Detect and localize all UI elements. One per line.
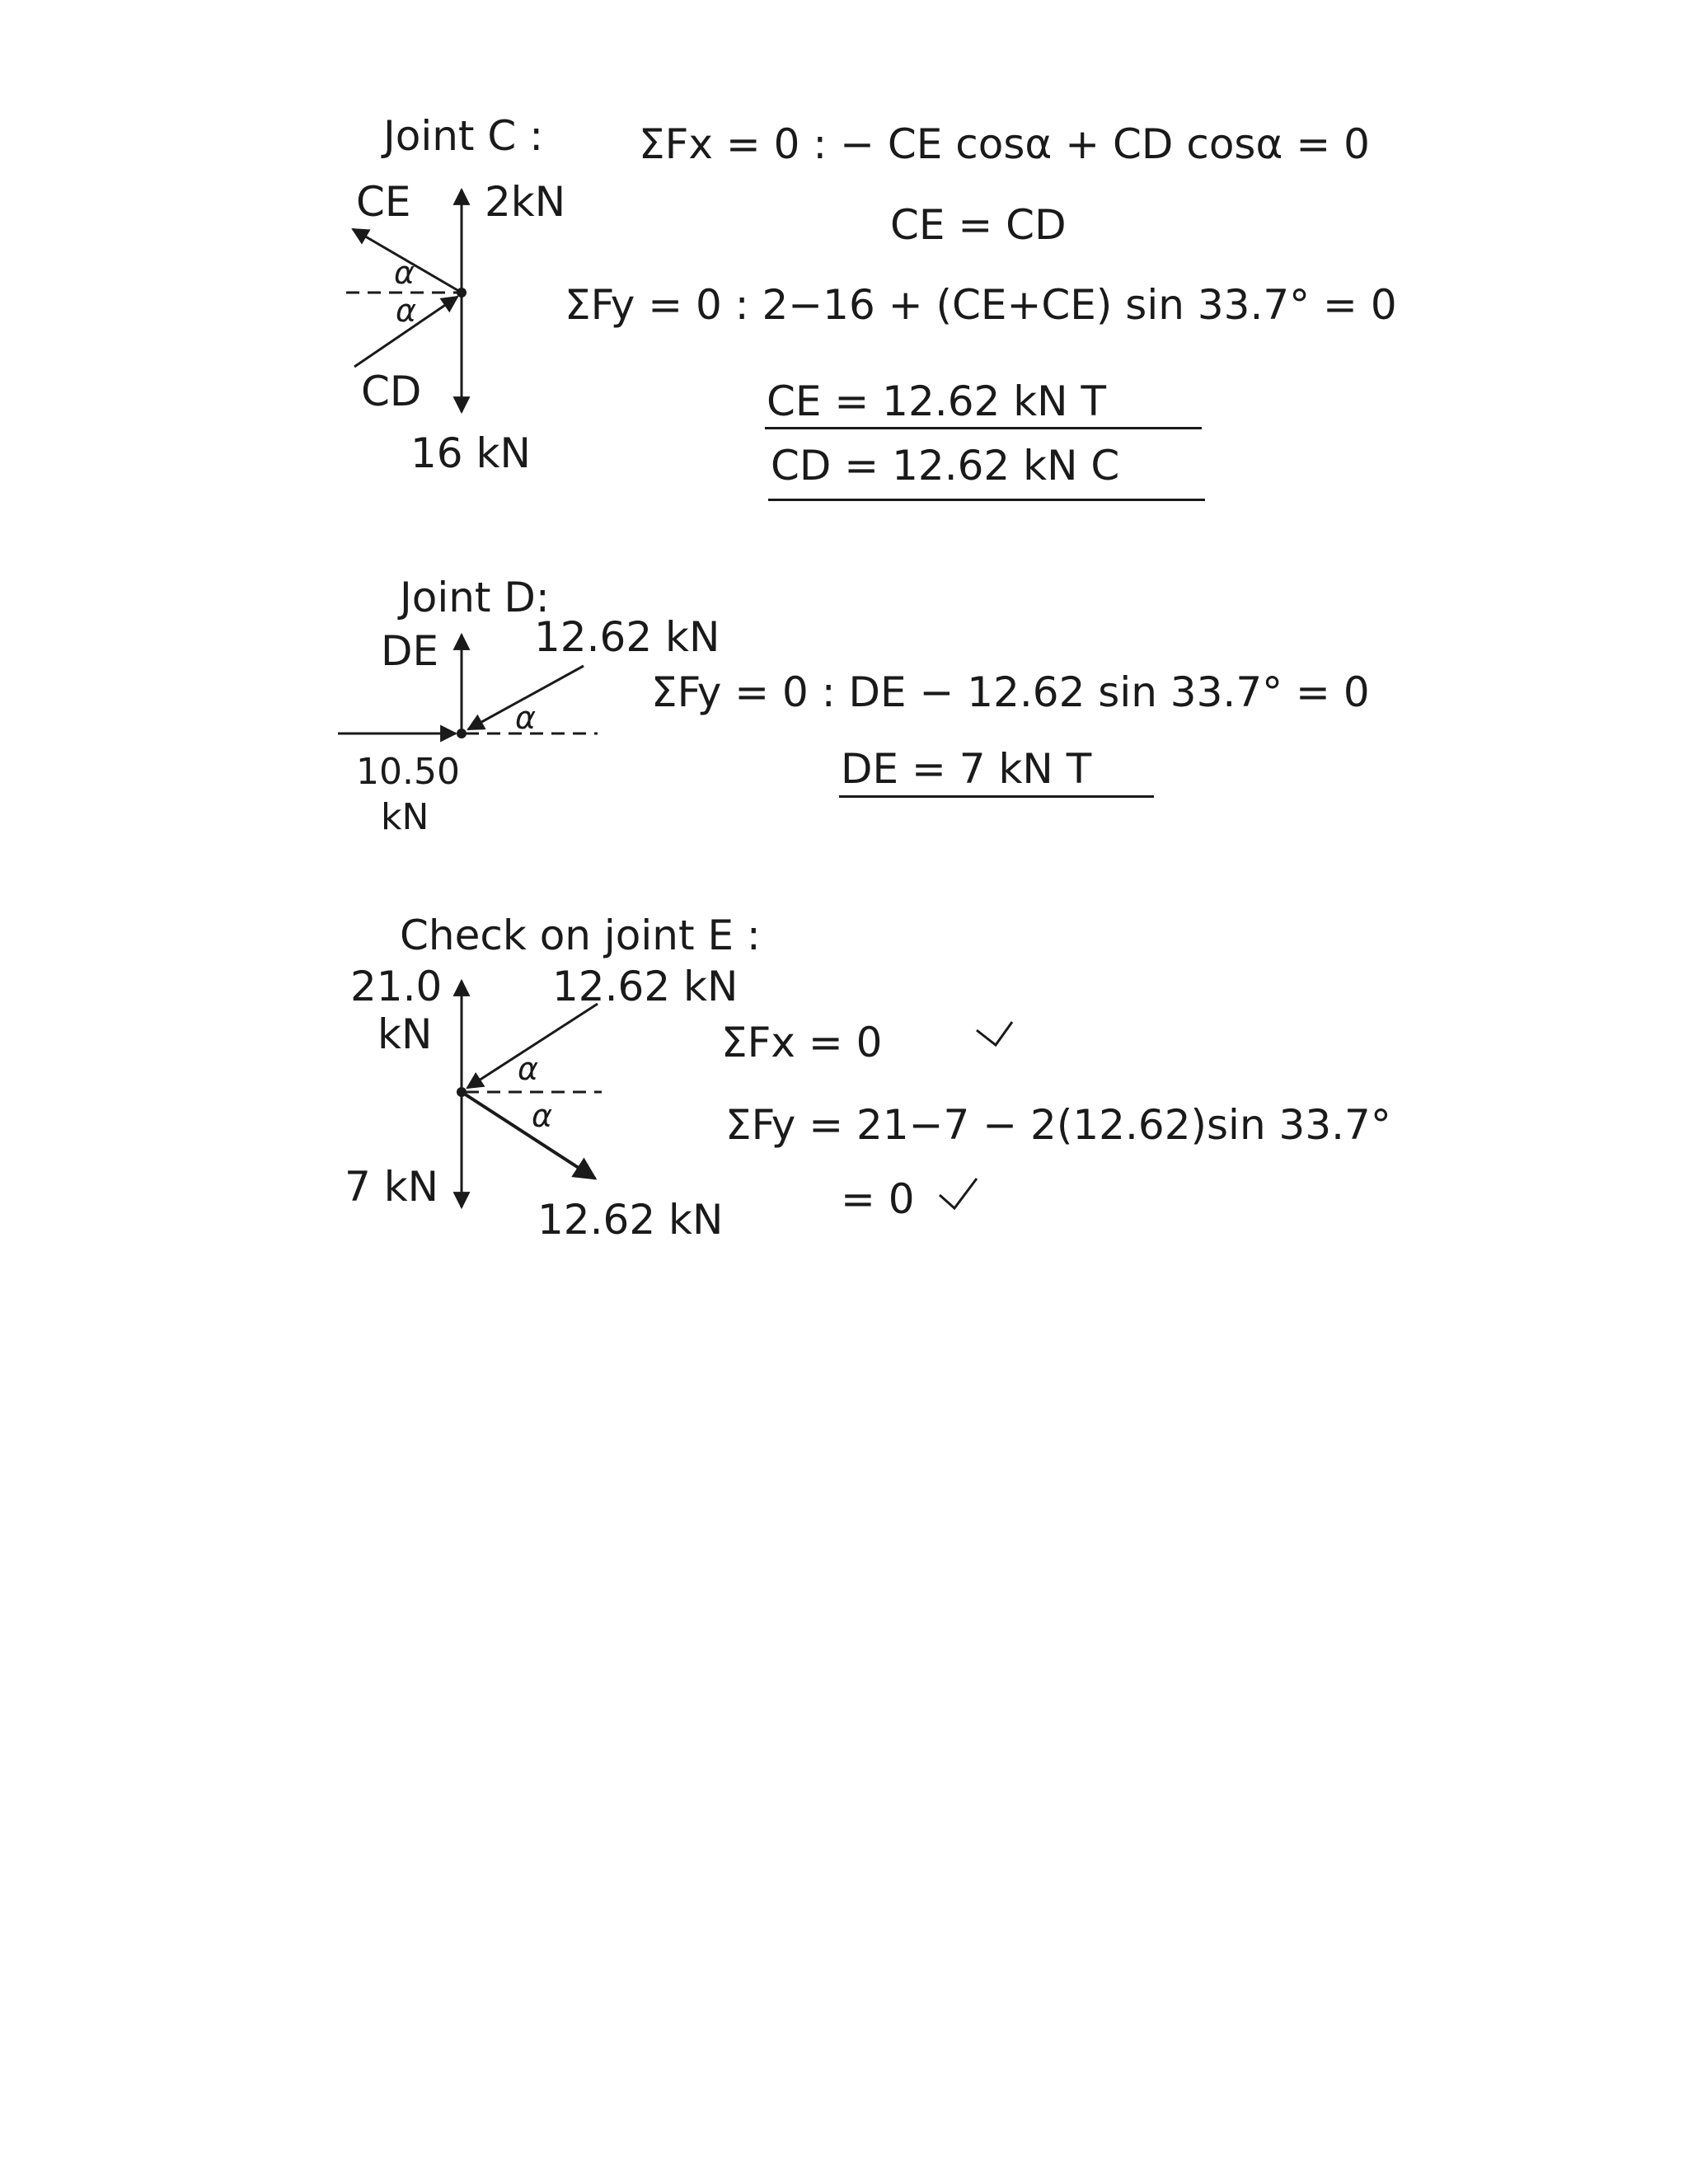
joint-c-bottom-load-label: 16 kN <box>410 429 531 477</box>
joint-d-alpha: α <box>515 700 537 736</box>
joint-d-title: Joint D: <box>400 574 550 621</box>
joint-d-eq-sum-fy: ΣFy = 0 : DE − 12.62 sin 33.7° = 0 <box>651 668 1370 716</box>
joint-d-left-force-unit: kN <box>381 796 429 838</box>
joint-e-check-mark-fx <box>977 1022 1012 1045</box>
joint-e-top-right-force: 12.62 kN <box>552 963 738 1010</box>
joint-c-cd-label: CD <box>361 368 422 415</box>
joint-e-node <box>457 1087 467 1097</box>
joint-d-left-force-value: 10.50 <box>356 751 460 793</box>
joint-c-eq-sum-fx: ΣFx = 0 : − CE cosα + CD cosα = 0 <box>639 120 1370 168</box>
joint-d-de-label: DE <box>381 627 439 675</box>
joint-e-top-value: 21.0 <box>350 963 443 1010</box>
joint-e-lower-diagonal-arrow <box>462 1092 595 1179</box>
joint-c-title: Joint C : <box>383 112 544 160</box>
joint-c-result-ce: CE = 12.62 kN T <box>767 377 1107 425</box>
joint-c-eq-sum-fy: ΣFy = 0 : 2−16 + (CE+CE) sin 33.7° = 0 <box>565 281 1397 329</box>
joint-c-top-load-label: 2kN <box>485 178 566 226</box>
joint-e-check-mark-text <box>1071 1179 1106 1220</box>
joint-c-ce-label: CE <box>356 178 411 226</box>
joint-e-eq-sum-fy: ΣFy = 21−7 − 2(12.62)sin 33.7° <box>725 1101 1391 1149</box>
joint-e-bottom-right-force: 12.62 kN <box>537 1196 724 1244</box>
joint-e-alpha-upper: α <box>518 1051 539 1087</box>
joint-c-alpha-upper: α <box>394 255 415 291</box>
joint-c-alpha-lower: α <box>396 293 417 329</box>
joint-c-result-cd: CD = 12.62 kN C <box>771 442 1120 490</box>
joint-d-result-de: DE = 7 kN T <box>841 745 1092 793</box>
joint-e-eq-sum-fy-result: = 0 <box>841 1175 915 1223</box>
joint-e-title: Check on joint E : <box>400 912 761 959</box>
joint-e-bottom-left-label: 7 kN <box>345 1163 439 1211</box>
joint-c-eq-ce-equals-cd: CE = CD <box>890 201 1067 249</box>
joint-e-eq-sum-fx: ΣFx = 0 <box>721 1019 883 1066</box>
joint-e-top-unit: kN <box>377 1010 433 1058</box>
joint-e-alpha-lower: α <box>532 1098 553 1134</box>
joint-d-diag-force-label: 12.62 kN <box>534 613 720 661</box>
joint-e-check-mark-fy <box>940 1179 977 1208</box>
